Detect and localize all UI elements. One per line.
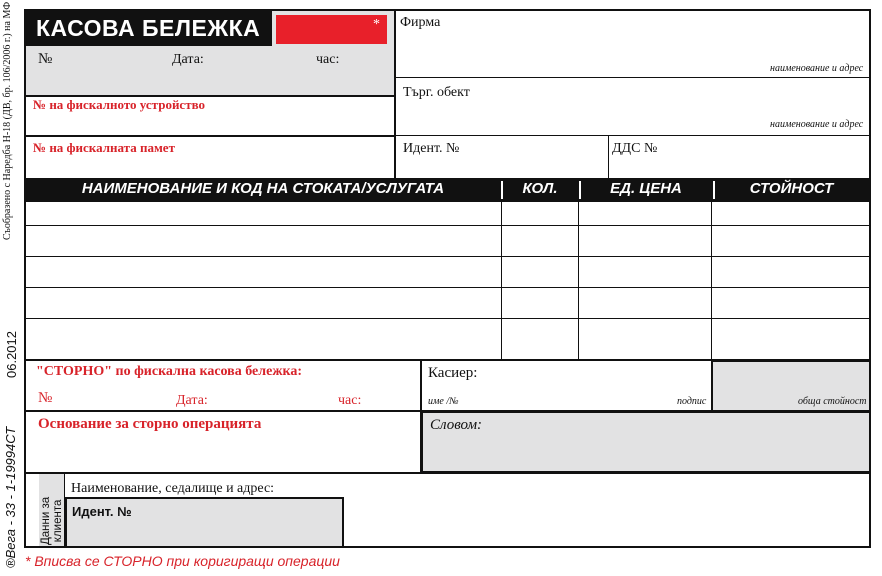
items-table-header: [26, 178, 871, 202]
table-row: [26, 225, 871, 226]
firm-label: Фирма: [400, 15, 441, 30]
client-name-label: Наименование, седалище и адрес:: [71, 481, 275, 496]
trade-object-hint: наименование и адрес: [770, 119, 864, 130]
col-header-unit-price: ЕД. ЦЕНА: [610, 180, 682, 197]
table-col-line: [578, 202, 579, 360]
firm-divider: [396, 77, 870, 78]
amount-in-words-label: Словом:: [430, 417, 483, 433]
receipt-time-label: час:: [316, 52, 340, 67]
storno-time-label: час:: [338, 393, 362, 408]
receipt-title: КАСОВА БЕЛЕЖКА: [36, 15, 261, 41]
cashier-label: Касиер:: [428, 365, 478, 381]
table-row: [26, 287, 871, 288]
client-side-label-line2: клиента: [52, 499, 64, 543]
words-divider: [26, 472, 871, 474]
form-code-side-text: ®Вега - 33 - 1-19994СТ: [3, 426, 18, 568]
storno-number-label: №: [38, 390, 53, 406]
firm-hint: наименование и адрес: [770, 63, 864, 74]
form-date-side-text: 06.2012: [4, 331, 19, 378]
footnote: * Вписва се СТОРНО при коригиращи операции: [25, 553, 340, 569]
col-sep-2: [579, 181, 581, 199]
storno-date-label: Дата:: [176, 393, 208, 408]
table-col-line: [711, 202, 712, 360]
storno-title: "СТОРНО" по фискална касова бележка:: [36, 364, 303, 379]
cashier-sign-hint: подпис: [677, 396, 707, 407]
ident-vat-divider: [608, 136, 609, 178]
receipt-date-label: Дата:: [172, 52, 204, 67]
fiscal-memory-label: № на фискалната памет: [33, 140, 175, 155]
table-row: [26, 256, 871, 257]
col-header-qty: КОЛ.: [522, 180, 558, 197]
client-side-label: [40, 497, 64, 545]
table-col-line: [501, 202, 502, 360]
fiscal-device-label: № на фискалното устройство: [33, 97, 206, 112]
receipt-number-label: №: [38, 51, 53, 67]
client-ident-label: Идент. №: [72, 504, 132, 519]
trade-object-label: Търг. обект: [403, 85, 470, 100]
table-row: [26, 318, 871, 319]
col-sep-3: [713, 181, 715, 199]
trade-object-divider: [396, 135, 870, 136]
amount-in-words-box: [421, 411, 871, 473]
fiscal-divider: [26, 135, 396, 137]
storno-asterisk: *: [373, 17, 380, 32]
regulation-side-text: Съобразено с Наредба Н-18 (ДВ, бр. 106/2006 г.) на МФ: [2, 1, 13, 240]
storno-mark-box: [276, 15, 387, 44]
col-header-name: НАИМЕНОВАНИЕ И КОД НА СТОКАТА/УСЛУГАТА: [81, 180, 445, 197]
vat-number-label: ДДС №: [612, 141, 658, 156]
storno-reason-label: Основание за сторно операцията: [38, 416, 262, 432]
total-value-hint: обща стойност: [798, 396, 867, 407]
cashier-name-hint: име /№: [428, 396, 459, 407]
col-header-value: СТОЙНОСТ: [749, 180, 834, 197]
header-vertical-divider: [394, 11, 396, 178]
ident-number-label: Идент. №: [403, 141, 460, 156]
col-sep-1: [501, 181, 503, 199]
client-side-label-line1: Данни за: [40, 496, 52, 545]
